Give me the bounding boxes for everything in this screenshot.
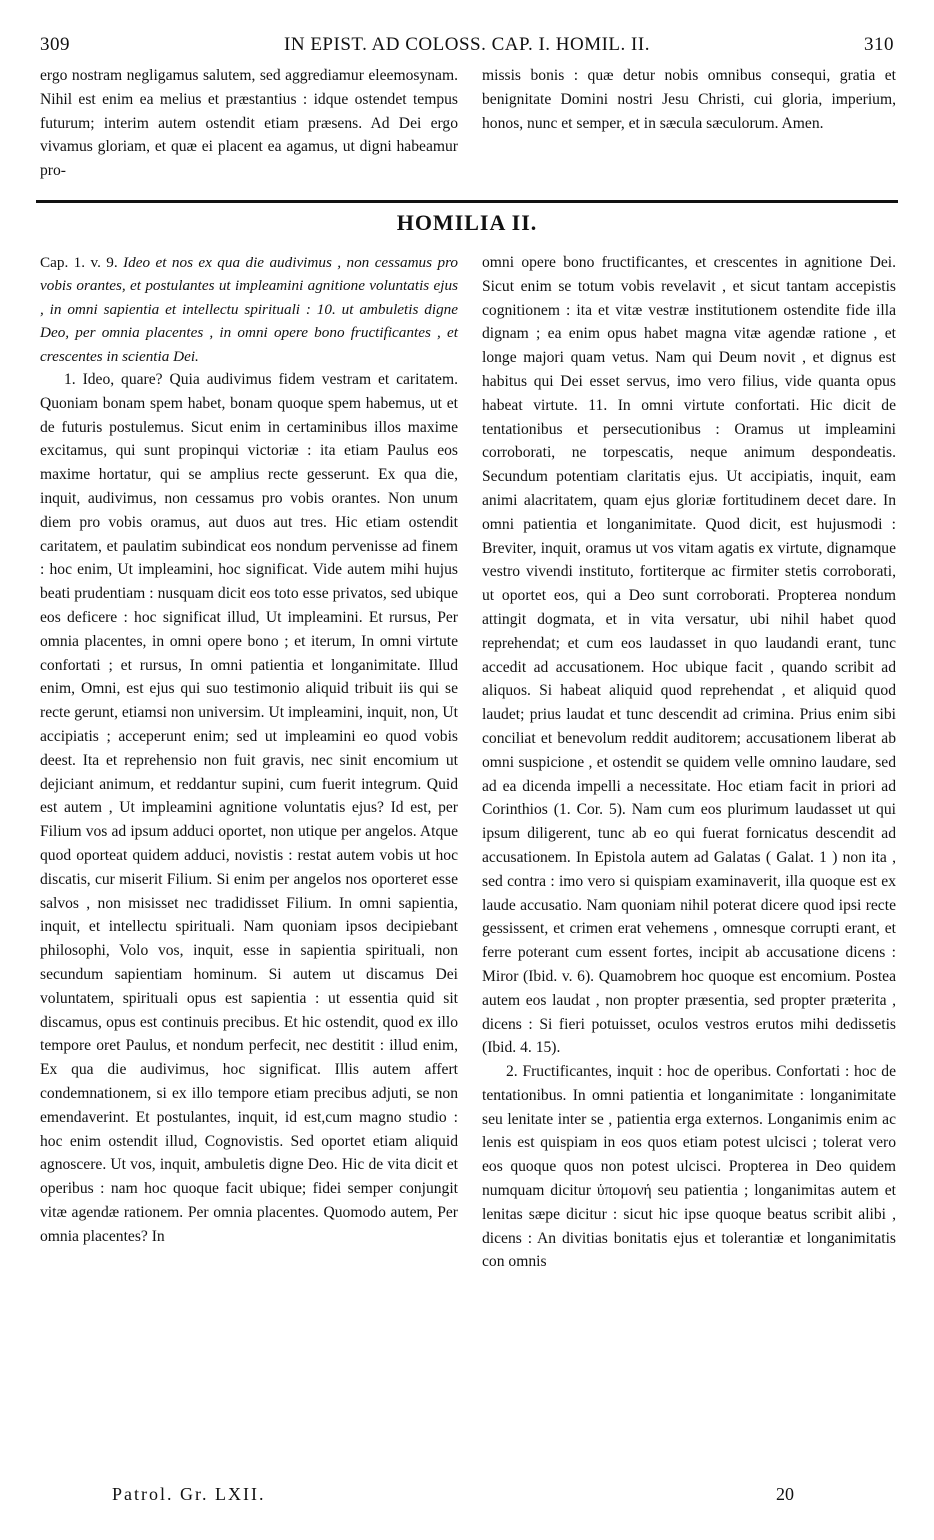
homily-title: HOMILIA II. xyxy=(396,210,538,235)
main-column-left xyxy=(40,251,458,1249)
argument-reference: Cap. 1. v. 9. xyxy=(40,254,118,271)
page-number-right: 310 xyxy=(864,34,894,55)
paragraph: 2. Fructificantes, inquit : hoc de operibus. Confortati : hoc de tentationibus. In omni patientia et longanimitate : longanimitate seu lenitate inter se , patientia erga externos. Longanimis enim ac lenis est quispiam in eos quos etiam potest ulcisci ; tolerat vero eos quoque quos non potest ulcisci. Propterea in Deo quidem numquam dicitur ὑπομονή seu patientia ; longanimitas autem et lenitas sæpe dicitur : sicut hic ipse quoque beatus scribit alibi , dicens : An divitias bonitatis ejus et tolerantiæ et longanimitatis con omnis xyxy=(482,1063,896,1271)
running-header xyxy=(40,34,894,58)
paragraph: omni opere bono fructificantes, et crescentes in agnitione Dei. Sicut enim se totum vobis revelavit , et sicut tantam accepistis cognitionem : ita et vitæ vestræ institutionem ostendite fide illa dignam ; ea enim opus habet magna vitæ agendæ ratione , et longe majori quam vetus. Nam qui Deum novit , et dignus est habitus qui Dei esset servus, imo vero filius, vide quanta opus habeat virtute. 11. In omni virtute confortati. Hic dicit de tentationibus et persecutionibus : Oramus ut impleamini corroborati, ne torpescatis, neque animum despondeatis. Secundum potentiam claritatis ejus. Ut accipiatis, inquit, eam animi alacritatem, quam ejus gloriæ fortitudinem decet dare. In omni patientia et longanimitate. Quod dicit, est hujusmodi : Breviter, inquit, oramus ut vos vitam agatis ex virtute, dignamque vestro vivendi instituto, fortiterque ac firmiter stetis corroborati, ut oportet eos, qui a Deo sunt corroborati. Propterea nondum attingit dogmata, et in vita versatur, ubi nihil habet quod reprehendat; et cum eos laudasset in quo laudandi erant, tunc accedit ad accusationem. Hoc ubique facit , quando scribit ad aliquos. Si habeat aliquid quod reprehendat , et aliquid quod laudet; prius laudat et tunc descendit ad crimina. Prius enim sibi conciliat et benevolum reddit auditorem; accusationem liberat ab omni suspicione , et ostendit se quidem velle omnino laudare, sed ad ea dicenda impelli a necessitate. Hoc etiam facit in priori ad Corinthios (1. Cor. 5). Nam cum eos plurimum laudasset ut qui ipsum diligerent, tunc ab eo qui fuerat fornicatus descendit ad accusationem. In Epistola autem ad Galatas ( Galat. 1 ) non ita , sed contra : imo vero si quispiam examinaverit, illa quoque est ex laude accusatio. Nam quoniam nihil poterat dicere quod ipsi recte gessissent, et crimen erat vehemens , omnesque corrupti erant, et ferre poterant cum essent fortes, incipit ab accusatione dicens : Miror (Ibid. v. 6). Quamobrem hoc quoque est encomium. Postea autem eos laudat , non propter præsentia, sed propter præterita , dicens : Si fieri potuisset, oculos vestros erutos mihi dedissetis (Ibid. 4. 15). xyxy=(482,254,896,1057)
footer-signature: Patrol. Gr. LXII. xyxy=(112,1484,266,1504)
page-number-left: 309 xyxy=(40,34,70,55)
paragraph: missis bonis : quæ detur nobis omnibus consequi, gratia et benignitate Domini nostri Jesu Christi, cui gloria, imperium, honos, nunc et semper, et in sæcula sæculorum. Amen. xyxy=(482,67,896,132)
main-column-right xyxy=(482,251,896,1274)
rule-line xyxy=(36,200,898,203)
running-title: IN EPIST. AD COLOSS. CAP. I. HOMIL. II. xyxy=(284,34,650,55)
argument-text: Ideo et nos ex qua die audivimus , non cessamus pro vobis orantes, et postulantes ut impleamini agnitione voluntatis ejus , in omni sapientia et intellectu spirituali : 10. ut ambuletis digne Deo, per omnia placentes , in omni opere bono fructificantes , et crescentes in scientia Dei. xyxy=(40,254,459,365)
paragraph: 1. Ideo, quare? Quia audivimus fidem vestram et caritatem. Quoniam bonam spem habet, bonam quoque spem habemus, ut et de futuris postulemus. Sicut enim in certaminibus illos maxime excitamus, qui sunt propinqui victoriæ : ita etiam Paulus eos maxime hortatur, qui se amplius recte gesserunt. Ex qua die, inquit, audivimus, non cessamus pro vobis orantes. Non unum diem pro vobis oramus, aut duos aut tres. Hic etiam ostendit caritatem, et paulatim subindicat eos nondum pervenisse ad finem : hoc enim, Ut impleamini, hoc significat. Vide autem mihi hujus beati prudentiam : nusquam dicit eos toto esse privatos, sed ubique eos deficere : hoc significat illud, Ut impleamini. Et rursus, Per omnia placentes, in omni opere bono ; et iterum, In omni virtute confortati ; et rursus, In omni patientia et longanimitate. Illud enim, Omni, est ejus qui suo testimonio aliquid tribuit iis qui se recte gerunt, etiamsi non universim. Ut impleamini, inquit, non, Ut accipiatis ; acceperunt enim; sed ut impleamini eo quod vobis deest. Ita et reprehensio non fuit gravis, nec sinit encomium ut dejiciant animum, et reddantur supini, cum fuerit integrum. Quid est autem , Ut impleamini agnitione voluntatis ejus? Id est, per Filium vos ad ipsum adduci oportet, non utique per angelos. Atque quod oporteat quidem adduci, novistis : restat autem vobis ut hoc discatis, cur miserit Filium. Si enim per angelos nos oporteret esse salvos , non misisset nec tradidisset Filium. In omni sapientia, inquit, et intellectu spirituali. Nam quoniam ipsos decipiebant philosophi, Volo vos, inquit, esse in sapientia spirituali, non secundum sapientiam hominum. Si autem ut discamus Dei voluntatem, spirituali opus est sapientia : ut essentia quid sit discamus, opus est continuis precibus. Et hic ostendit, quod ex illo tempore oret Paulus, et nondum perfecit, nec destitit : illud enim, Ex qua die audivimus, hoc significat. Illis autem affert condemnationem, si ex illo tempore etiam precibus adjuti, se non emendaverint. Et postulantes, inquit, id est,cum magno studio : hoc enim ostendit illud, Cognovistis. Sed oportet etiam aliquid agnoscere. Ut vos, inquit, ambuletis digne Deo. Hic de vita dicit et operibus : nam hoc quoque facit ubique; fidei semper conjungit vitæ agendæ rationem. Per omnia placentes. Quomodo autem, Per omnia placentes? In xyxy=(40,371,458,1245)
previous-homily-ending-right xyxy=(482,64,896,135)
previous-homily-ending-left xyxy=(40,64,458,183)
paragraph: ergo nostram negligamus salutem, sed aggrediamur eleemosynam. Nihil est enim ea melius et præstantius : idque ostendet tempus futurum; interim autem ostendit etiam præsens. Ad Dei ergo vivamus gloriam, et quæ ei placent ea agamus, ut digni habeamur pro- xyxy=(40,67,458,180)
scripture-argument xyxy=(40,251,458,368)
footer-sheet-number: 20 xyxy=(776,1484,794,1504)
